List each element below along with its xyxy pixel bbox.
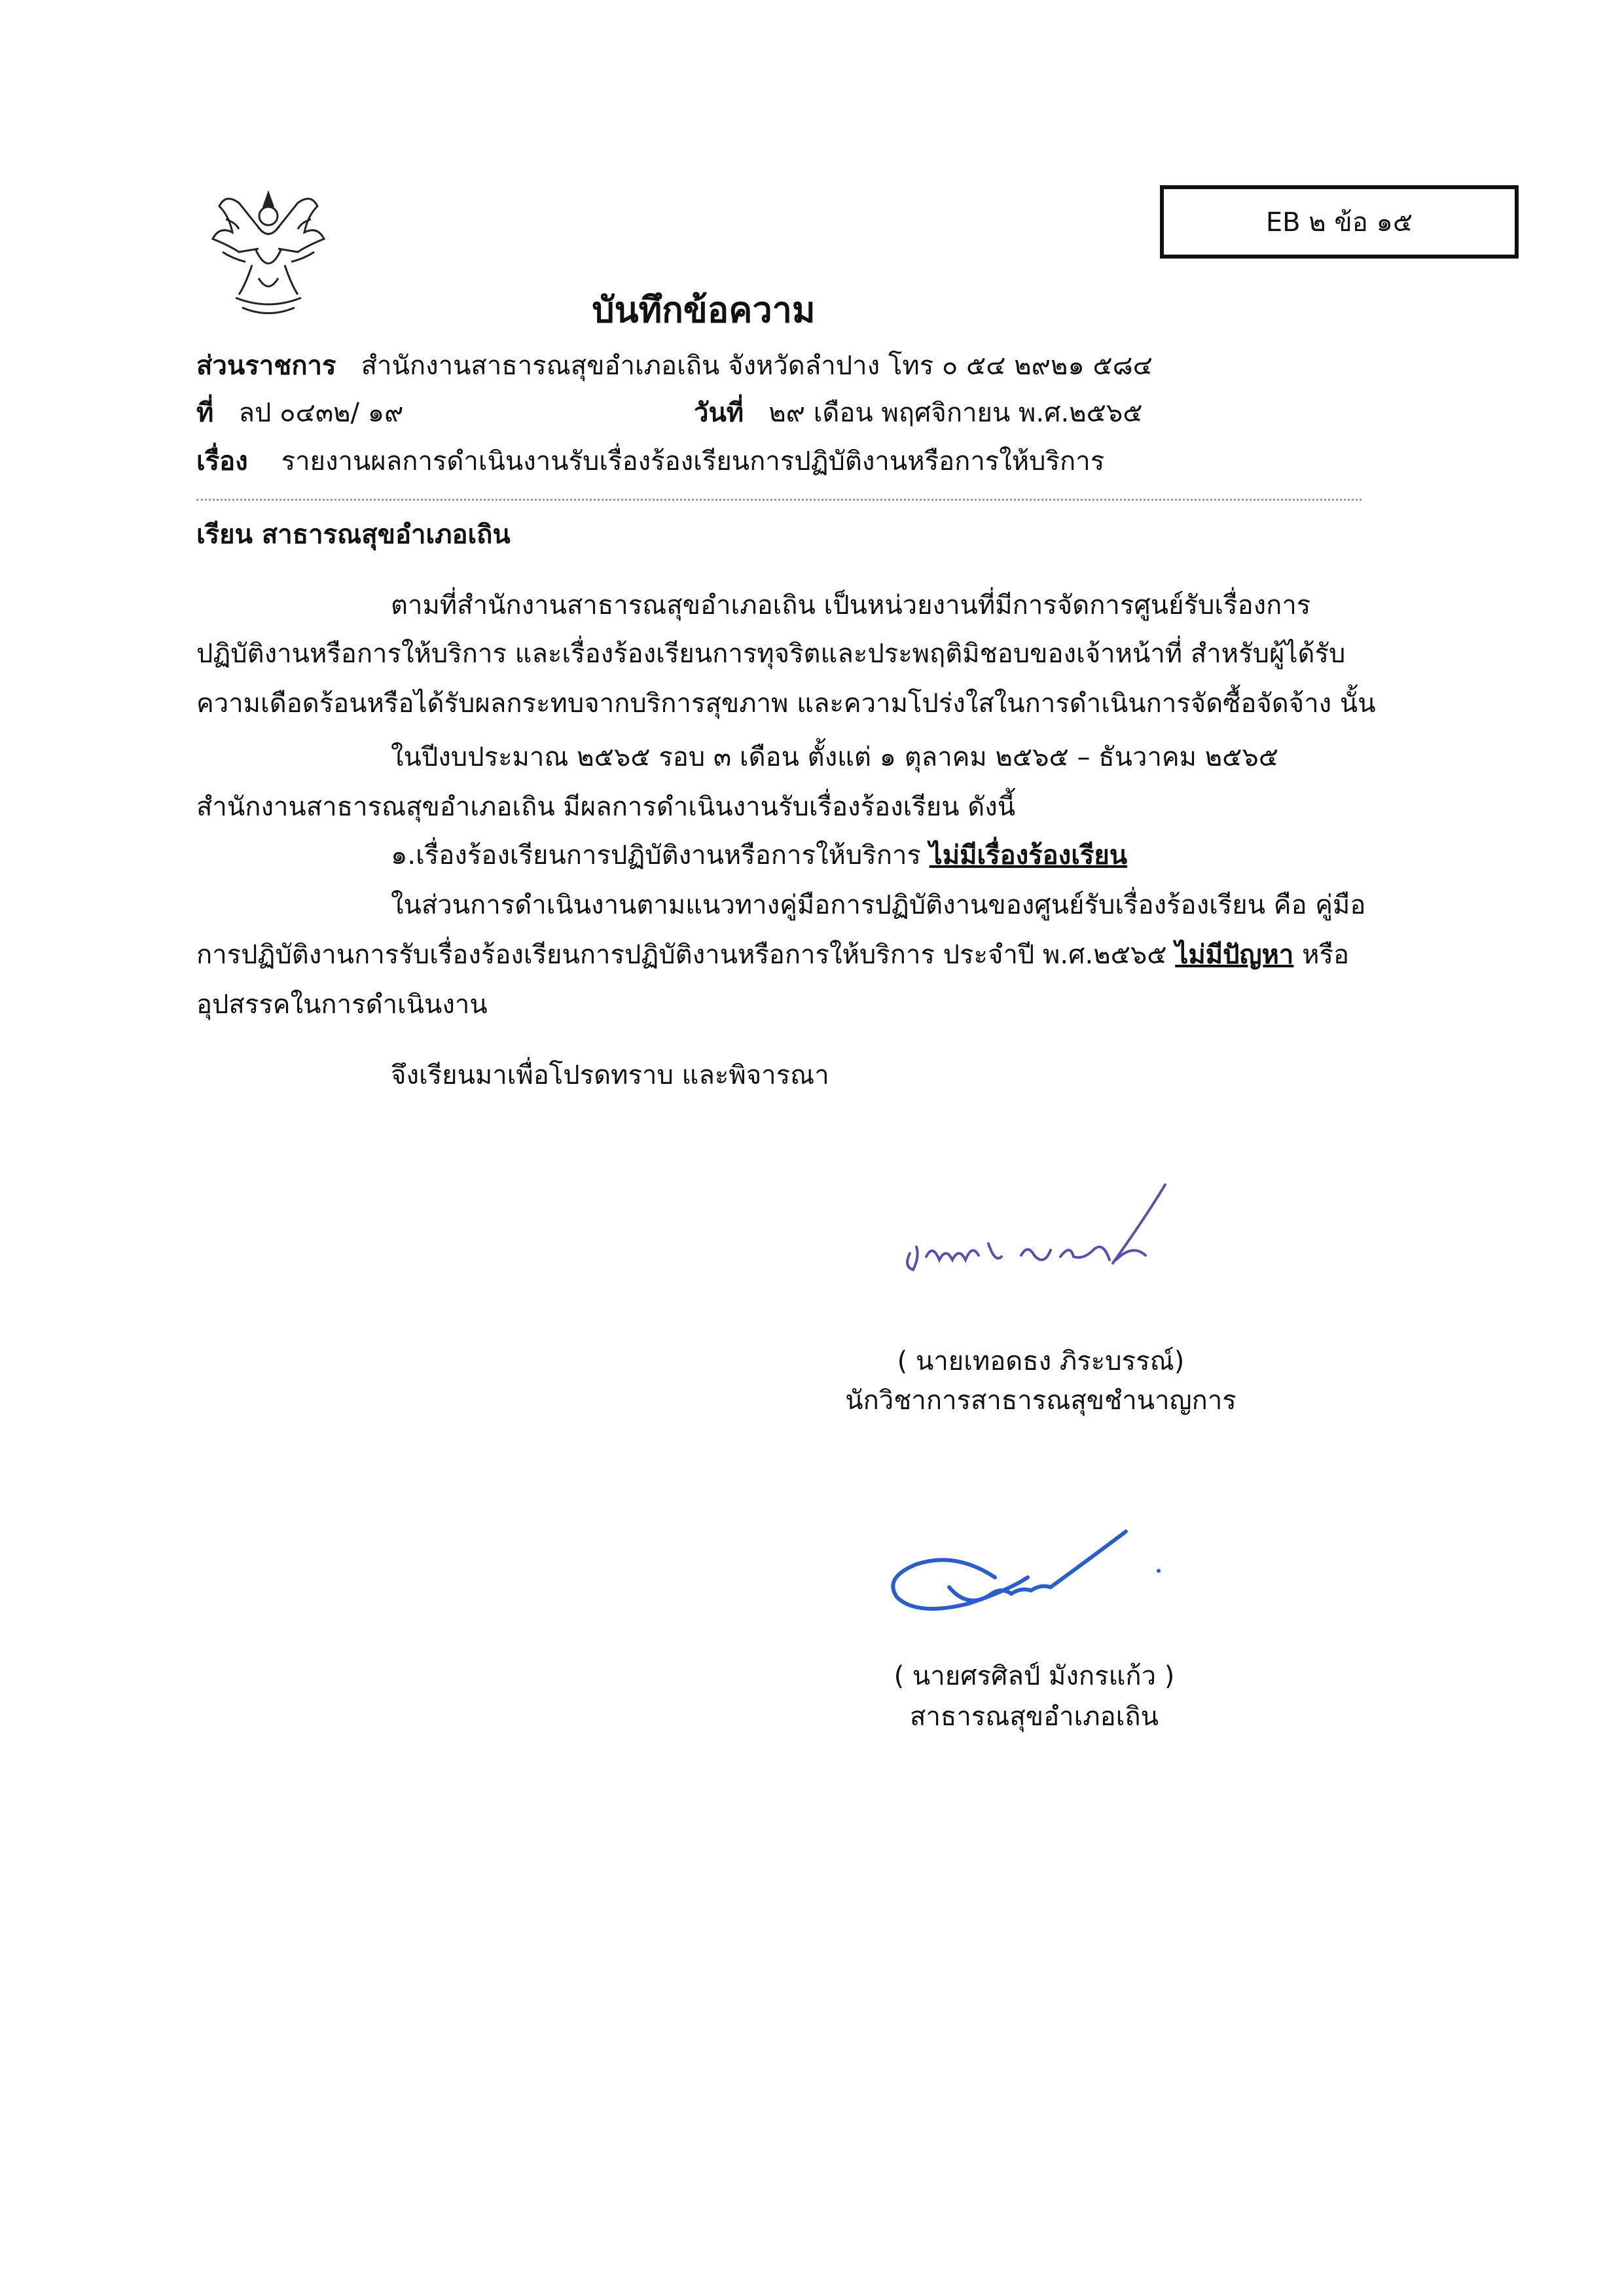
signature-2	[877, 1525, 1185, 1636]
signer-1-name: ( นายเทอดธง ภิระบรรณ์)	[897, 1346, 1185, 1376]
subject-label: เรื่อง	[196, 446, 248, 476]
subject-value: รายงานผลการดำเนินงานรับเรื่องร้องเรียนการปฏิบัติงานหรือการให้บริการ	[281, 446, 1105, 476]
paragraph-3-line-3: อุปสรรคในการดำเนินงาน	[196, 990, 488, 1020]
date-value: ๒๙ เดือน พฤศจิกายน พ.ศ.๒๕๖๕	[768, 398, 1143, 428]
salutation: เรียน สาธารณสุขอำเภอเถิน	[196, 520, 511, 550]
ref-line	[196, 394, 403, 432]
signer-2-block	[851, 1656, 1218, 1737]
item-1-emphasis: ไม่มีเรื่องร้องเรียน	[929, 840, 1128, 870]
paragraph-1-line-2: ปฏิบัติงานหรือการให้บริการ และเรื่องร้องเรียนการทุจริตและประพฤติมิชอบของเจ้าหน้าที่ สำหรับผู้ได้รับ	[196, 639, 1346, 669]
closing-line: จึงเรียนมาเพื่อโปรดทราบ และพิจารณา	[391, 1060, 829, 1090]
reference-box	[1160, 185, 1519, 259]
reference-box-text: EB ๒ ข้อ ๑๕	[1265, 207, 1413, 238]
paragraph-3-line-2-text: การปฏิบัติงานการรับเรื่องร้องเรียนการปฏิบัติงานหรือการให้บริการ ประจำปี พ.ศ.๒๕๖๕	[196, 940, 1176, 970]
signer-1-position: นักวิชาการสาธารณสุขชำนาญการ	[845, 1386, 1236, 1416]
header-divider	[196, 499, 1362, 501]
agency-label: ส่วนราชการ	[196, 351, 336, 381]
ref-label: ที่	[196, 398, 214, 428]
signer-2-position: สาธารณสุขอำเภอเถิน	[910, 1702, 1159, 1732]
memo-title: บันทึกข้อความ	[592, 289, 816, 331]
paragraph-2-line-1: ในปีงบประมาณ ๒๕๖๕ รอบ ๓ เดือน ตั้งแต่ ๑ ตุลาคม ๒๕๖๕ – ธันวาคม ๒๕๖๕	[391, 742, 1279, 772]
item-1-text: ๑.เรื่องร้องเรียนการปฏิบัติงานหรือการให้บริการ	[391, 840, 929, 870]
ref-value: ลป ๐๔๓๒/ ๑๙	[238, 398, 404, 428]
subject-line	[196, 442, 1104, 480]
paragraph-2-line-2: สำนักงานสาธารณสุขอำเภอเถิน มีผลการดำเนินงานรับเรื่องร้องเรียน ดังนี้	[196, 792, 1016, 822]
date-label: วันที่	[694, 398, 744, 428]
signature-1	[897, 1178, 1191, 1309]
paragraph-1-line-3: ความเดือดร้อนหรือได้รับผลกระทบจากบริการสุขภาพ และความโปร่งใสในการดำเนินการจัดซื้อจัดจ้าง นั้น	[196, 689, 1376, 719]
paragraph-3-line-2	[196, 936, 1349, 974]
item-1-line	[391, 836, 1127, 874]
signer-2-name: ( นายศรศิลป์ มังกรแก้ว )	[893, 1661, 1175, 1691]
paragraph-1-line-1: ตามที่สำนักงานสาธารณสุขอำเภอเถิน เป็นหน่วยงานที่มีการจัดการศูนย์รับเรื่องการ	[391, 590, 1311, 620]
paragraph-3-line-1: ในส่วนการดำเนินงานตามแนวทางคู่มือการปฏิบัติงานของศูนย์รับเรื่องร้องเรียน คือ คู่มือ	[391, 890, 1366, 920]
paragraph-3-emphasis: ไม่มีปัญหา	[1175, 940, 1294, 970]
date-line	[694, 394, 1143, 432]
agency-value: สำนักงานสาธารณสุขอำเภอเถิน จังหวัดลำปาง โทร ๐ ๕๔ ๒๙๒๑ ๕๘๔	[361, 351, 1153, 381]
paragraph-3-line-2-suffix: หรือ	[1293, 940, 1349, 970]
signer-1-block	[825, 1342, 1257, 1420]
agency-line	[196, 347, 1153, 385]
